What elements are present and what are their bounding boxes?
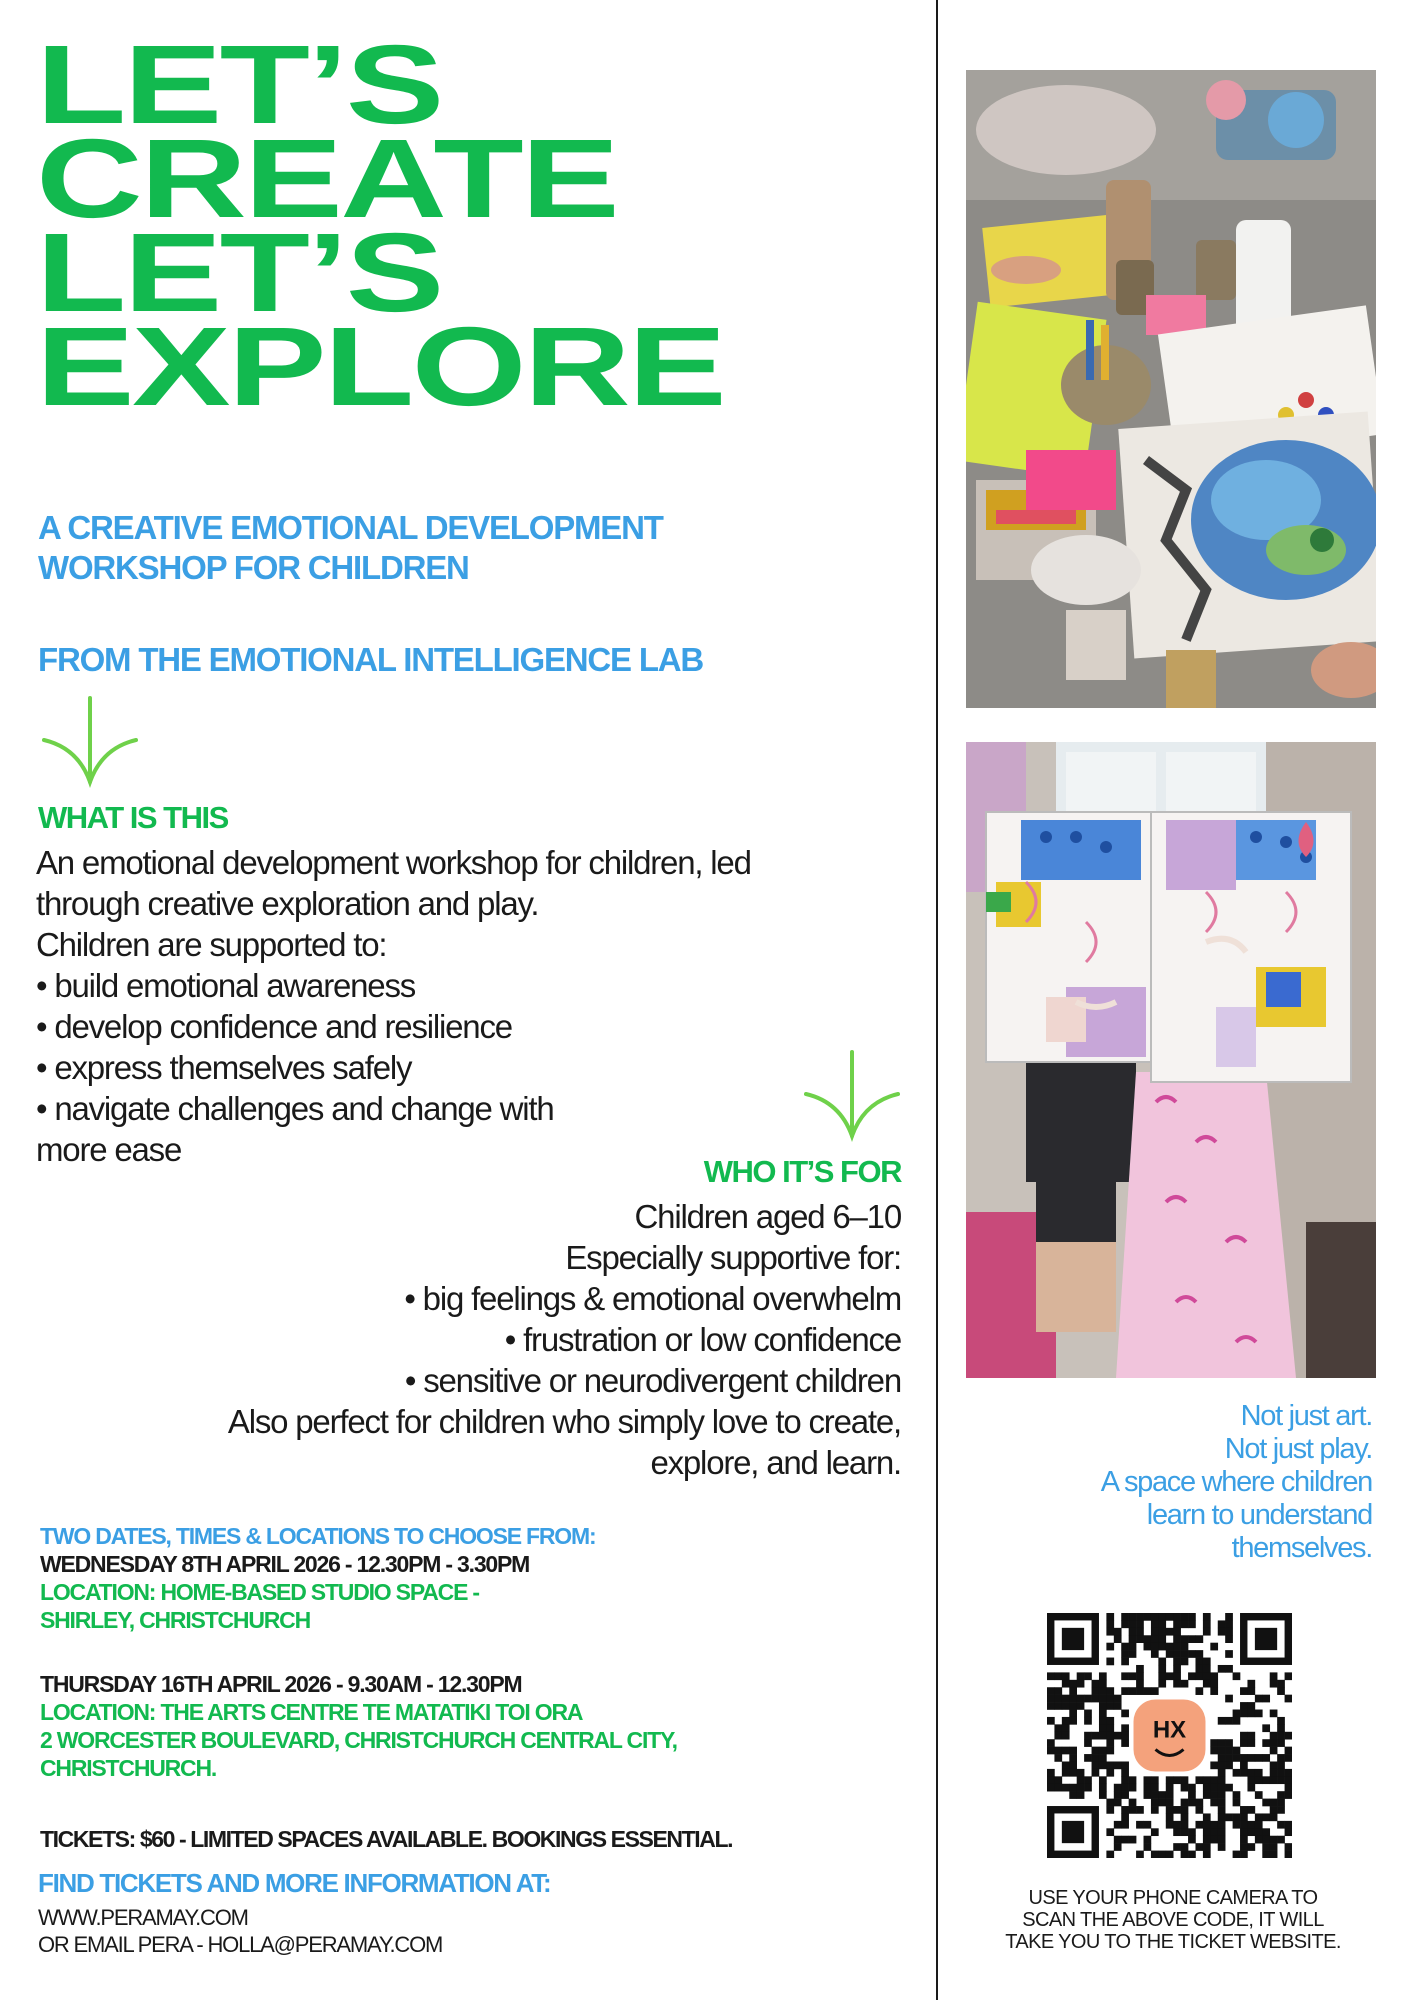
body-line: Children are supported to:	[36, 926, 387, 963]
qr-instruction-line: TAKE YOU TO THE TICKET WEBSITE.	[1005, 1931, 1341, 1953]
body-line: • big feelings & emotional overwhelm	[404, 1280, 901, 1317]
headline-line: LET’S	[36, 210, 442, 335]
body-line: Children aged 6–10	[634, 1198, 901, 1235]
body-line: Especially supportive for:	[565, 1239, 901, 1276]
date-two: THURSDAY 16TH APRIL 2026 - 9.30AM - 12.30PM	[40, 1671, 522, 1697]
subtitle-line: A CREATIVE EMOTIONAL DEVELOPMENT	[38, 509, 663, 546]
qr-code-icon	[1047, 1613, 1292, 1858]
website-link[interactable]: WWW.PERAMAY.COM	[38, 1905, 248, 1930]
headline-line: CREATE	[36, 116, 618, 241]
body-line: • express themselves safely	[36, 1049, 412, 1086]
qr-code[interactable]	[1047, 1613, 1292, 1858]
tagline-line: Not just art.	[1240, 1400, 1372, 1432]
location-one-line: LOCATION: HOME-BASED STUDIO SPACE -	[40, 1579, 479, 1605]
body-line: An emotional development workshop for children, led	[36, 844, 751, 881]
what-is-this-body	[36, 842, 906, 1170]
from-line: FROM THE EMOTIONAL INTELLIGENCE LAB	[38, 641, 704, 678]
qr-logo-text: HX	[1152, 1716, 1187, 1744]
headline	[36, 22, 916, 429]
body-line: through creative exploration and play.	[36, 885, 539, 922]
art-table-photo	[966, 70, 1376, 708]
subtitle-line: WORKSHOP FOR CHILDREN	[38, 549, 469, 586]
body-line: Also perfect for children who simply love to create,	[227, 1403, 901, 1440]
body-line: • navigate challenges and change with	[36, 1090, 554, 1127]
find-tickets-heading: FIND TICKETS AND MORE INFORMATION AT:	[38, 1868, 551, 1898]
dates-heading: TWO DATES, TIMES & LOCATIONS TO CHOOSE FROM:	[40, 1523, 596, 1549]
dates-section	[40, 1522, 920, 1782]
down-arrow-icon	[800, 1048, 904, 1142]
contact-info	[38, 1904, 442, 1958]
qr-instruction-line: USE YOUR PHONE CAMERA TO	[1028, 1887, 1318, 1909]
body-line: explore, and learn.	[650, 1444, 901, 1481]
location-two-line: LOCATION: THE ARTS CENTRE TE MATATIKI TOI ORA	[40, 1699, 583, 1725]
body-line: more ease	[36, 1131, 182, 1168]
body-line: • sensitive or neurodivergent children	[404, 1362, 901, 1399]
email-line[interactable]: OR EMAIL PERA - HOLLA@PERAMAY.COM	[38, 1932, 443, 1957]
body-line: • frustration or low confidence	[504, 1321, 901, 1358]
location-two-line: CHRISTCHURCH.	[40, 1755, 217, 1781]
qr-instructions	[958, 1887, 1388, 1953]
location-one-line: SHIRLEY, CHRISTCHURCH	[40, 1607, 310, 1633]
body-line: • develop confidence and resilience	[36, 1008, 512, 1045]
headline-line: LET’S	[36, 22, 442, 147]
tagline-line: A space where children	[1100, 1466, 1372, 1498]
who-its-for-heading: WHO IT’S FOR	[703, 1154, 901, 1189]
subtitle	[38, 508, 918, 588]
what-is-this-heading: WHAT IS THIS	[38, 800, 228, 835]
location-two-line: 2 WORCESTER BOULEVARD, CHRISTCHURCH CENTRAL CITY,	[40, 1727, 677, 1753]
headline-line: EXPLORE	[36, 304, 725, 429]
down-arrow-icon	[38, 694, 142, 788]
children-artwork-photo	[966, 742, 1376, 1378]
body-line: • build emotional awareness	[36, 967, 416, 1004]
tagline-line: Not just play.	[1224, 1433, 1372, 1465]
tagline-line: learn to understand	[1146, 1499, 1372, 1531]
tagline	[972, 1400, 1372, 1565]
tagline-line: themselves.	[1231, 1532, 1372, 1564]
qr-instruction-line: SCAN THE ABOVE CODE, IT WILL	[1022, 1909, 1324, 1931]
who-its-for-body	[21, 1196, 901, 1483]
tickets-info: TICKETS: $60 - LIMITED SPACES AVAILABLE. BOOKINGS ESSENTIAL.	[40, 1826, 733, 1852]
date-one: WEDNESDAY 8TH APRIL 2026 - 12.30PM - 3.30PM	[40, 1551, 530, 1577]
